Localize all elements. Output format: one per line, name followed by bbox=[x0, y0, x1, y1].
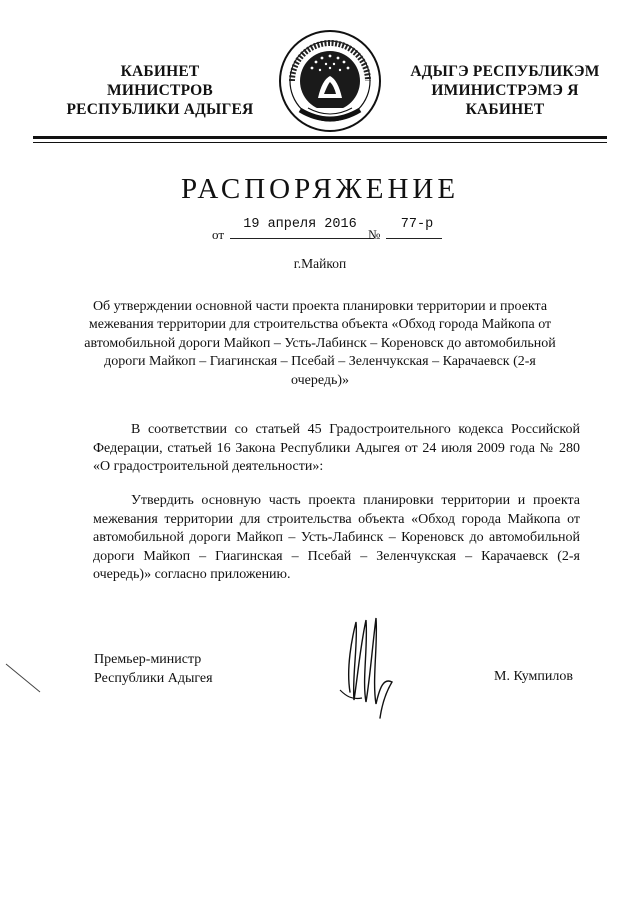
directive-paragraph: Утвердить основную часть проекта планировки территории и проекта межевания территории для строительства объекта «Обход города Майкопа от автомобильной дороги Майкоп – Усть-Лабинск – Кореновск до автомобильной дороги Майкоп – Гиагинская – Псебай – Зеленчукская – Карачаевск (2-я очередь)» согласно приложению. bbox=[93, 493, 580, 583]
date-prefix: от bbox=[212, 227, 225, 242]
document-title: РАСПОРЯЖЕНИЕ bbox=[180, 173, 460, 205]
header-right-line2: ИМИНИСТРЭМЭ Я КАБИНЕТ bbox=[431, 82, 579, 118]
preamble-paragraph: В соответствии со статьей 45 Градостроительного кодекса Российской Федерации, статьей 16 Закона Республики Адыгея от 24 июля 2009 года № 280 «О градостроительной деятельности»: bbox=[93, 422, 580, 475]
date-number-line bbox=[212, 213, 452, 243]
date-underline bbox=[230, 238, 374, 239]
header-left-line1: КАБИНЕТ МИНИСТРОВ bbox=[107, 63, 213, 99]
handwritten-signature bbox=[332, 608, 404, 720]
number-prefix: № bbox=[368, 227, 381, 242]
header-rule-thick bbox=[33, 136, 607, 139]
margin-scan-mark bbox=[4, 660, 44, 696]
header-rule-thin bbox=[33, 142, 607, 143]
signatory-role bbox=[94, 651, 213, 688]
header-right bbox=[390, 62, 620, 119]
header-left bbox=[66, 62, 254, 119]
city-label: г.Майкоп bbox=[293, 256, 347, 271]
signatory-name: М. Кумпилов bbox=[494, 669, 573, 684]
document-date: 19 апреля 2016 bbox=[243, 217, 357, 232]
header-right-line1: АДЫГЭ РЕСПУБЛИКЭМ bbox=[410, 63, 600, 80]
number-underline bbox=[386, 238, 442, 239]
signatory-role-line2: Республики Адыгея bbox=[94, 670, 213, 686]
header-left-line2: РЕСПУБЛИКИ АДЫГЕЯ bbox=[66, 101, 254, 118]
signatory-role-line1: Премьер-министр bbox=[94, 652, 202, 667]
coat-of-arms-emblem bbox=[278, 28, 382, 134]
document-subject: Об утверждении основной части проекта планировки территории и проекта межевания территории для строительства объекта «Обход города Майкопа от автомобильной дороги Майкоп – Усть-Лабинск – Кореновск до автомобильной дороги Майкоп – Гиагинская – Псебай – Зеленчукская – Карачаевск (2-я очередь)» bbox=[84, 299, 556, 388]
document-number: 77-р bbox=[400, 217, 434, 232]
